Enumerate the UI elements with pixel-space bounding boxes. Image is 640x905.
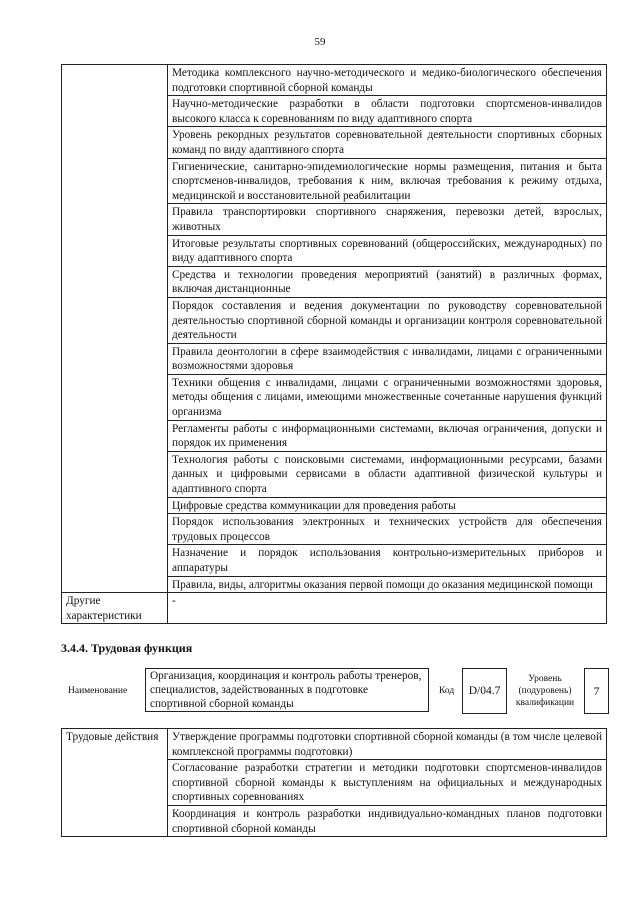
function-code-box [462, 668, 507, 714]
function-name-value: Организация, координация и контроль работы тренеров, специалистов, задействованных в подготовке спортивной сборной команды [150, 670, 422, 711]
table-cell: Правила транспортировки спортивного снаряжения, перевозки детей, взрослых, животных [168, 204, 607, 235]
table-cell: Согласование разработки стратегии и методики подготовки спортсменов-инвалидов спортивной сборной команды к выступлениям на официальных и международных спортивных соревнованиях [168, 760, 607, 806]
table-cell: Порядок использования электронных и технических устройств для обеспечения трудовых процессов [168, 514, 607, 545]
table-cell: Правила деонтологии в сфере взаимодействия с инвалидами, лицами с ограниченными возможностями здоровья [168, 343, 607, 374]
table-cell: Цифровые средства коммуникации для проведения работы [168, 497, 607, 514]
table-cell: Порядок составления и ведения документации по руководству соревновательной деятельностью спортивной сборной команды и организации контроля соревновательной деятельности [168, 297, 607, 343]
knowledge-table [61, 64, 607, 624]
table-cell: Регламенты работы с информационными системами, включая ограничения, допуски и порядок их применения [168, 420, 607, 451]
qualification-level-value: 7 [593, 683, 600, 698]
table-cell: Средства и технологии проведения мероприятий (занятий) в различных формах, включая дистанционные [168, 266, 607, 297]
table-cell: Уровень рекордных результатов соревновательной деятельности спортивных сборных команд по виду адаптивного спорта [168, 127, 607, 158]
function-name-box [145, 668, 429, 712]
table-row [62, 593, 607, 624]
function-code-value: D/04.7 [468, 685, 501, 697]
table-row [62, 729, 607, 760]
row-label-cell [62, 65, 168, 593]
labor-actions-label: Трудовые действия [62, 729, 168, 837]
table-cell: Техники общения с инвалидами, лицами с ограниченными возможностями здоровья, методы общения с лицами, имеющими множественные сочетанные нарушения функций организма [168, 374, 607, 420]
table-cell: Научно-методические разработки в области подготовки спортсменов-инвалидов высокого класса к соревнованиям по виду адаптивного спорта [168, 96, 607, 127]
table-cell: Гигиенические, санитарно-эпидемиологические нормы размещения, питания и быта спортсменов-инвалидов, требования к ним, включая требования к режиму отдыха, медицинской и восстановительной реабилитации [168, 158, 607, 204]
qualification-level-box [584, 668, 609, 714]
table-row [62, 65, 607, 96]
table-cell: Итоговые результаты спортивных соревнований (общероссийских, международных) по виду адаптивного спорта [168, 235, 607, 266]
labor-actions-table [61, 728, 607, 837]
table-cell: Координация и контроль разработки индивидуально-командных планов подготовки спортивной сборной команды [168, 805, 607, 836]
section-heading: 3.4.4. Трудовая функция [61, 641, 193, 655]
table-cell: Назначение и порядок использования контрольно-измерительных приборов и аппаратуры [168, 545, 607, 576]
qualification-level-label: Уровень (подуровень) квалификации [515, 674, 575, 708]
table-cell: Утверждение программы подготовки спортивной сборной команды (в том числе целевой комплексной программы подготовки) [168, 729, 607, 760]
table-cell: Правила, виды, алгоритмы оказания первой помощи до оказания медицинской помощи [168, 576, 607, 593]
table-cell: Методика комплексного научно-методического и медико-биологического обеспечения подготовки спортивной сборной команды [168, 65, 607, 96]
function-code-label: Код [439, 686, 455, 696]
table-cell: Технология работы с поисковыми системами, информационными ресурсами, базами данных и цифровыми сервисами в области адаптивной физической культуры и адаптивного спорта [168, 451, 607, 497]
other-characteristics-value: - [168, 593, 607, 624]
page-number: 59 [314, 36, 326, 48]
other-characteristics-label: Другие характеристики [62, 593, 168, 624]
function-name-label: Наименование [68, 686, 128, 696]
